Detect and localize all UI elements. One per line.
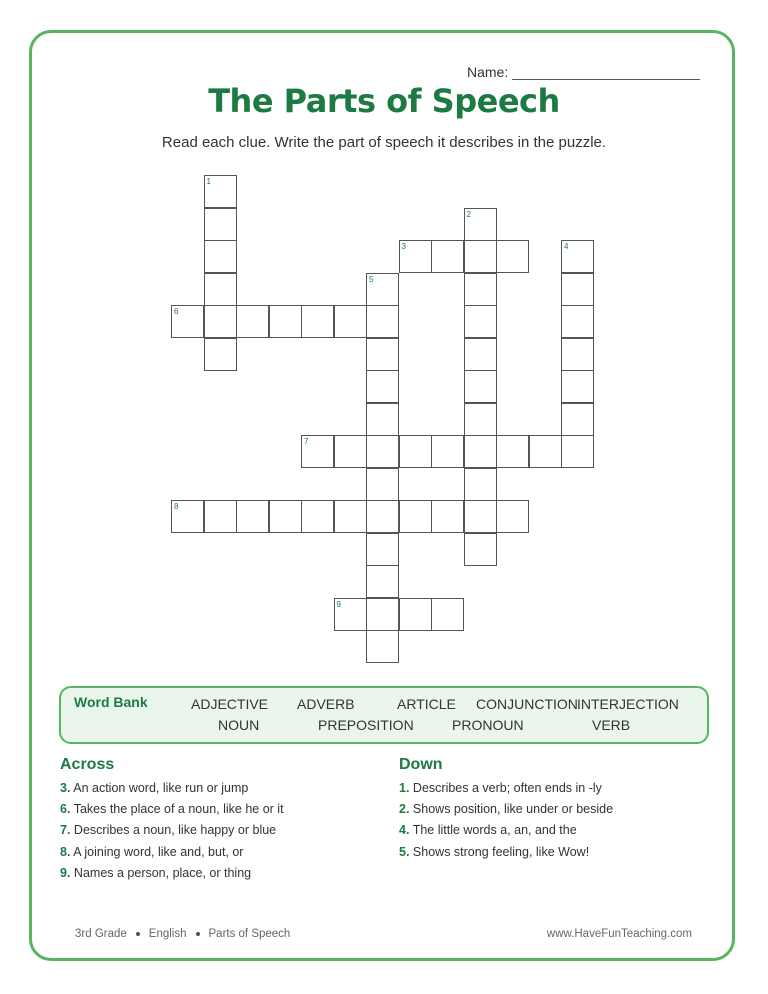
instructions: Read each clue. Write the part of speech it describes in the puzzle. [161, 134, 607, 151]
name-field[interactable] [467, 64, 700, 80]
word-bank-item: NOUN [218, 717, 260, 733]
across-clue: 7. Describes a noun, like happy or blue [60, 823, 277, 837]
across-heading: Across [60, 756, 115, 773]
clue-number: 7 [304, 437, 309, 446]
page-frame [29, 30, 735, 961]
word-bank-item: INTERJECTION [577, 696, 679, 712]
clue-number: 1 [206, 177, 211, 186]
footer-grade: 3rd Grade [75, 928, 127, 940]
bullet-icon [136, 932, 140, 936]
name-label: Name: [467, 64, 509, 80]
word-bank-item: ADJECTIVE [191, 696, 269, 712]
down-clue: 5. Shows strong feeling, like Wow! [399, 845, 590, 859]
word-bank [59, 686, 709, 744]
word-bank-item: VERB [592, 717, 631, 733]
bullet-icon [196, 932, 200, 936]
down-clue: 2. Shows position, like under or beside [399, 802, 614, 816]
page-title: The Parts of Speech [208, 82, 560, 120]
name-blank[interactable] [512, 65, 700, 80]
footer-tags [75, 928, 290, 940]
word-bank-item: CONJUNCTION [476, 696, 578, 712]
clue-number: 8 [174, 502, 179, 511]
down-clue: 1. Describes a verb; often ends in -ly [399, 781, 602, 795]
clue-number: 6 [174, 307, 179, 316]
across-clue: 6. Takes the place of a noun, like he or it [60, 802, 284, 816]
word-bank-item: PREPOSITION [318, 717, 414, 733]
word-bank-item: ADVERB [297, 696, 355, 712]
footer-website[interactable]: www.HaveFunTeaching.com [546, 928, 692, 940]
footer-topic: Parts of Speech [208, 928, 291, 940]
across-clue: 9. Names a person, place, or thing [60, 866, 252, 880]
across-clue: 3. An action word, like run or jump [60, 781, 249, 795]
word-bank-item: ARTICLE [397, 696, 456, 712]
clue-number: 9 [336, 599, 341, 609]
word-bank-item: PRONOUN [452, 717, 524, 733]
clue-number: 5 [369, 274, 374, 284]
down-clue: 4. The little words a, an, and the [399, 823, 577, 837]
across-clue: 8. A joining word, like and, but, or [60, 845, 244, 859]
clue-number: 4 [564, 242, 569, 251]
clue-number: 2 [466, 209, 471, 219]
footer-subject: English [148, 928, 187, 940]
clue-number: 3 [401, 242, 406, 251]
down-heading: Down [399, 756, 443, 773]
word-bank-title: Word Bank [74, 694, 148, 710]
